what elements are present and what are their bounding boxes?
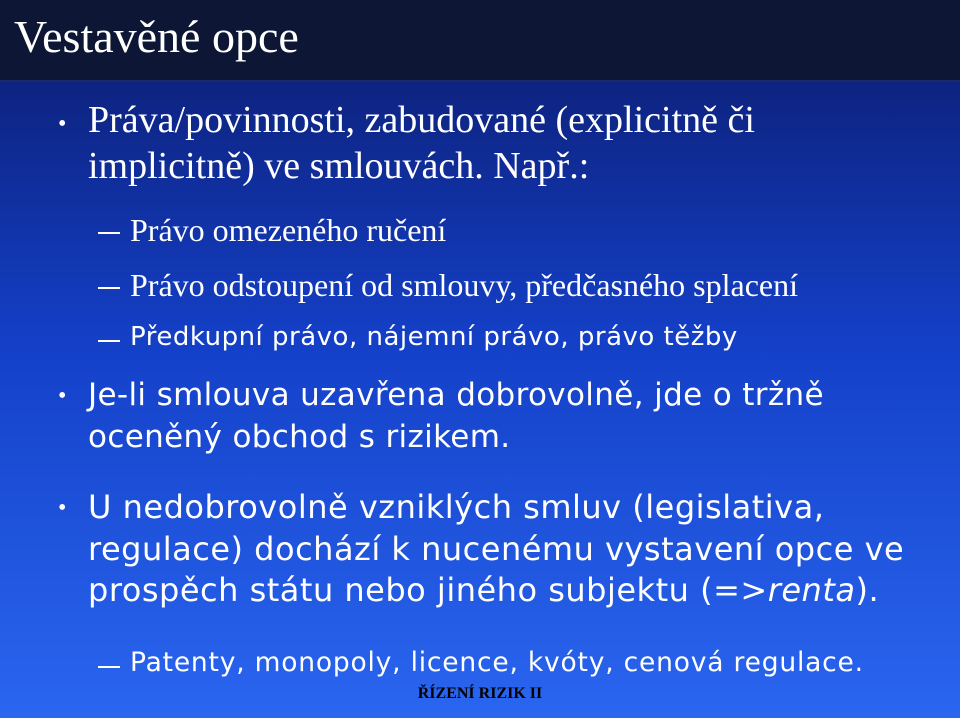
text-run: ).	[855, 571, 880, 610]
sub-bullet-text: Patenty, monopoly, licence, kvóty, cenová regulace.	[130, 647, 864, 678]
bullet-line: Je-li smlouva uzavřena dobrovolně, jde o tržně	[88, 377, 824, 413]
sub-bullet-text: Právo odstoupení od smlouvy, předčasného splacení	[130, 267, 799, 303]
sub-bullet-text: Předkupní právo, nájemní právo, právo těžby	[130, 322, 738, 352]
dash-icon	[98, 340, 120, 342]
bullet-text	[88, 487, 948, 612]
bullet-line: regulace) dochází k nucenému vystavení opce ve	[88, 529, 905, 568]
footer-label: ŘÍZENÍ RIZIK II	[417, 685, 543, 702]
bullet-line: oceněný obchod s rizikem.	[88, 418, 511, 455]
dash-icon	[98, 666, 120, 668]
emphasis-text: renta	[767, 571, 856, 610]
bullet-text	[88, 375, 948, 458]
dash-icon	[98, 232, 120, 234]
title-bar	[0, 0, 960, 82]
bullet-line: Práva/povinnosti, zabudované (explicitně či	[88, 99, 755, 141]
bullet-icon: •	[58, 383, 67, 409]
bullet-line: U nedobrovolně vzniklých smluv (legislativa,	[88, 488, 825, 526]
bullet-line	[88, 570, 948, 612]
sub-bullet-text: Právo omezeného ručení	[130, 212, 447, 248]
bullet-icon: •	[58, 495, 67, 521]
text-run: prospěch státu nebo jiného subjektu (=>	[88, 571, 768, 610]
dash-icon	[98, 287, 120, 289]
slide-title: Vestavěné opce	[14, 11, 299, 62]
bullet-icon: •	[58, 111, 67, 137]
bullet-text	[88, 98, 948, 189]
bullet-line: implicitně) ve smlouvách. Např.:	[88, 144, 590, 187]
